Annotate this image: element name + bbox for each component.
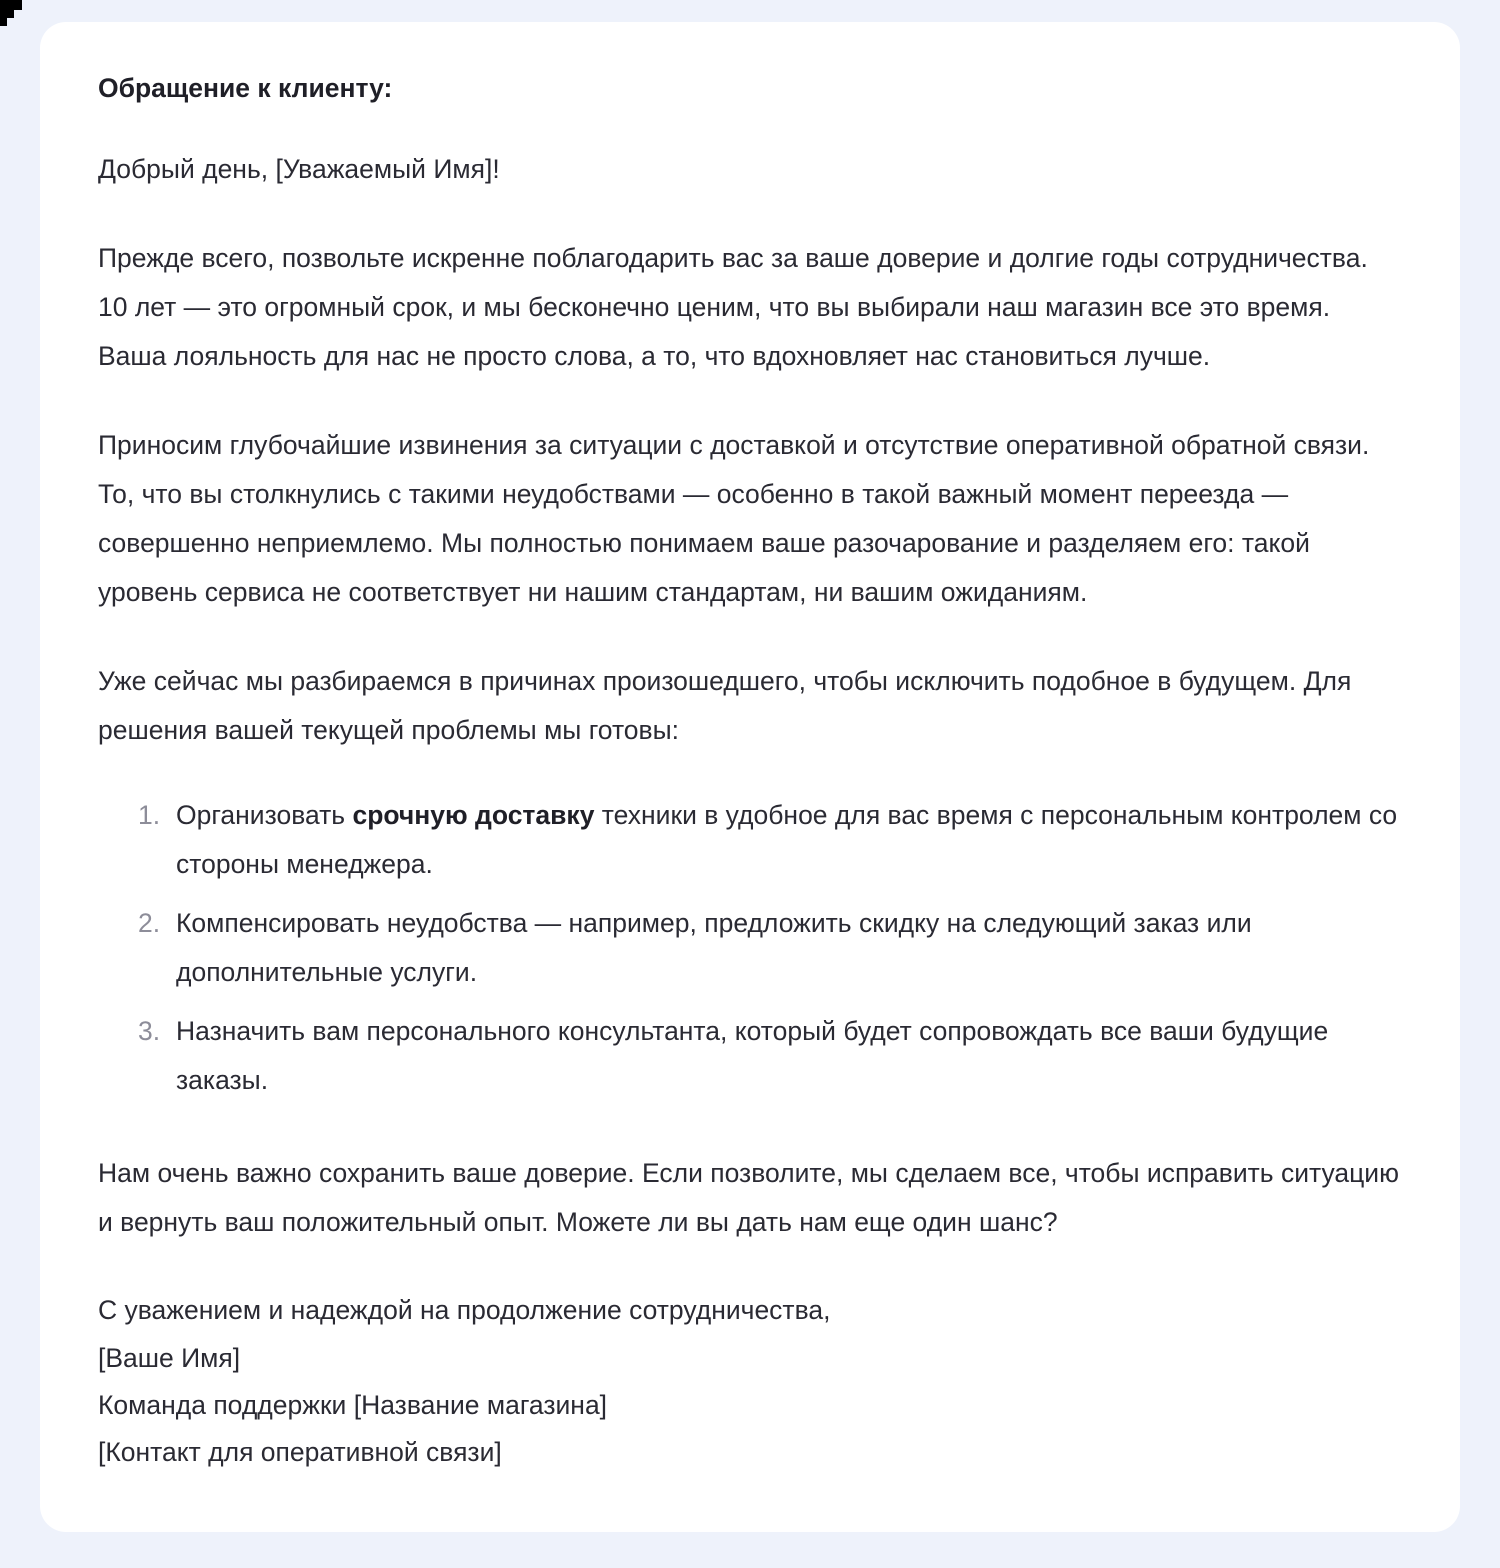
letter-heading: Обращение к клиенту: <box>98 73 393 103</box>
signature-line: [Контакт для оперативной связи] <box>98 1436 502 1467</box>
list-item <box>172 1007 1400 1105</box>
action-text-prefix: Компенсировать неудобства — например, предложить скидку на следующий заказ или дополнительные услуги. <box>176 908 1252 988</box>
customer-letter <box>98 70 1400 1476</box>
action-text-prefix: Организовать <box>176 800 353 831</box>
action-text-bold: срочную доставку <box>352 800 595 831</box>
corner-artifact <box>0 0 30 30</box>
paragraph-apology: Приносим глубочайшие извинения за ситуации с доставкой и отсутствие оперативной обратной связи. То, что вы столкнулись с такими неудобствами — особенно в такой важный момент переезда — совершенно неприемлемо. Мы полностью понимаем ваше разочарование и разделяем его: такой уровень сервиса не соответствует ни нашим стандартам, ни вашим ожиданиям. <box>98 430 1370 608</box>
paragraph-closing: Нам очень важно сохранить ваше доверие. Если позволите, мы сделаем все, чтобы исправить ситуацию и вернуть ваш положительный опыт. Можете ли вы дать нам еще один шанс? <box>98 1158 1399 1238</box>
signature-block <box>98 1287 1400 1476</box>
signature-line: Команда поддержки [Название магазина] <box>98 1389 608 1420</box>
signature-line: С уважением и надеждой на продолжение сотрудничества, <box>98 1295 831 1326</box>
signature-line: [Ваше Имя] <box>98 1342 241 1373</box>
letter-greeting: Добрый день, [Уважаемый Имя]! <box>98 154 500 185</box>
letter-card <box>40 22 1460 1532</box>
actions-list <box>98 791 1400 1105</box>
paragraph-intro-actions: Уже сейчас мы разбираемся в причинах произошедшего, чтобы исключить подобное в будущем. Для решения вашей текущей проблемы мы готовы: <box>98 666 1352 746</box>
list-item <box>172 899 1400 997</box>
list-item <box>172 791 1400 889</box>
action-text-suffix: техники в удобное для вас время с персональным контролем со стороны менеджера. <box>176 800 1398 880</box>
action-text-prefix: Назначить вам персонального консультанта, который будет сопровождать все ваши будущие заказы. <box>176 1016 1329 1096</box>
paragraph-thanks: Прежде всего, позвольте искренне поблагодарить вас за ваше доверие и долгие годы сотрудничества. 10 лет — это огромный срок, и мы бесконечно ценим, что вы выбирали наш магазин все это время. Ваша лояльность для нас не просто слова, а то, что вдохновляет нас становиться лучше. <box>98 243 1368 372</box>
